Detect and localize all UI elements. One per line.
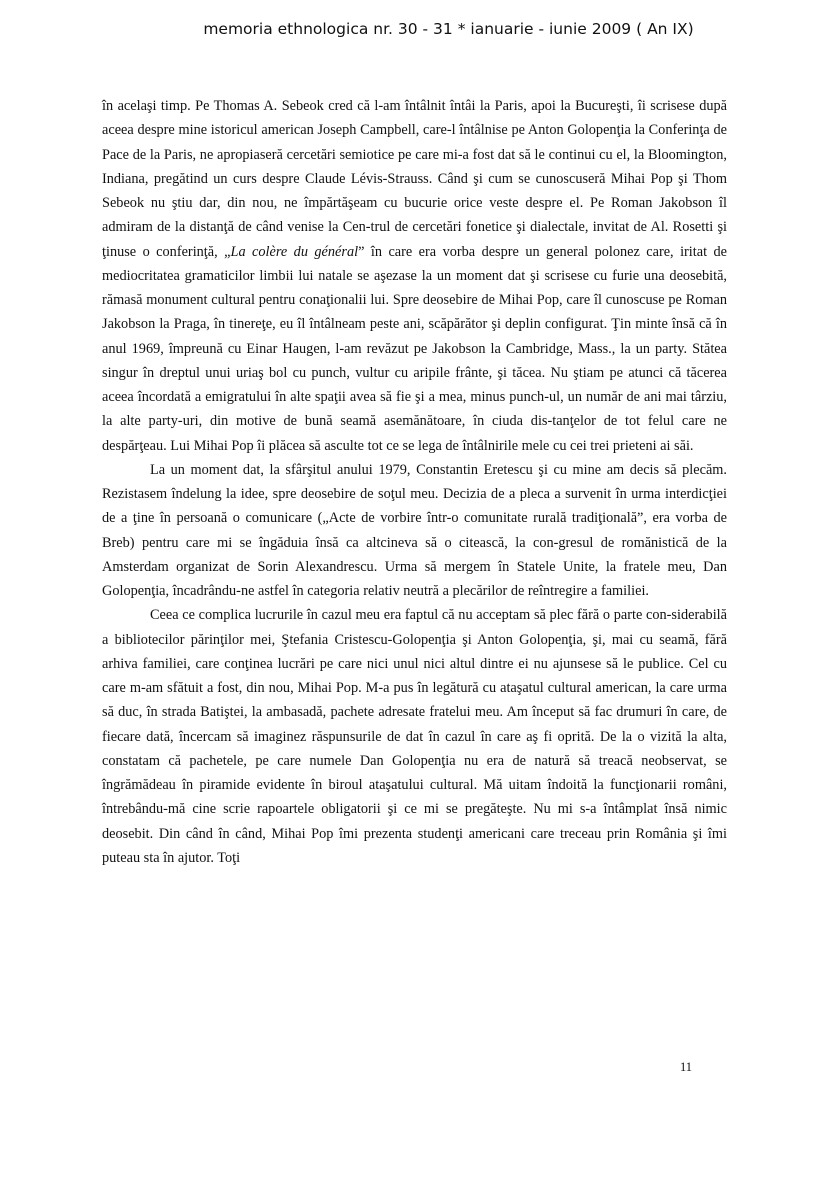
italic-title-la-colere: La colère du général [230, 243, 359, 260]
paragraph-1 [102, 94, 727, 458]
text-segment: Ceea ce complica lucrurile în cazul meu era faptul că nu acceptam să plec fără o parte con-siderabilă a bibliotecilor părinţilor mei, Ştefania Cristescu-Golopenţia şi Anton Golopenţia, şi, mai cu seamă, fără arhiva familiei, care conţinea lucrări pe care nici unul nici altul dintre ei nu ajunsese să le publice. Cel cu care m-am sfătuit a fost, din nou, Mihai Pop. M-a pus în legătură cu ataşatul cultural american, la care urma să duc, în strada Batiştei, la ambasadă, pachete adresate fratelui meu. Am început să fac drumuri în care, de fiecare dată, încercam să imaginez răspunsurile de dat în cazul în care aş fi oprită. De la o vizită la alta, constatam că pachetele, pe care numele Dan Golopenţia nu era de natură să treacă neobservat, se îngrămădeau în piramide evidente în biroul ataşatului cultural. Mă uitam îndoită la funcţionarii români, întrebându-mă cine scrie rapoartele obligatorii şi ce mi se pregăteşte. Nu mi s-a întâmplat însă nimic deosebit. Din când în când, Mihai Pop îmi prezenta studenţi americani care treceau prin România şi îmi puteau sta în ajutor. Toţi [102, 607, 727, 866]
article-body [102, 94, 727, 870]
page-number: 11 [680, 1060, 693, 1074]
running-title: memoria ethnologica nr. 30 - 31 * ianuarie - iunie 2009 ( An IX) [203, 20, 694, 38]
text-segment: ” în care era vorba despre un general polonez care, iritat de mediocritatea gramaticilor limbii lui natale se aşezase la un moment dat şi scrisese cu furie una deosebită, rămasă monument cultural pentru conaţionalii lui. Spre deosebire de Mihai Pop, care îl cunoscuse pe Roman Jakobson la Praga, în tinereţe, eu îl întâlneam peste ani, scăpărător şi deplin configurat. Ţin minte însă că în anul 1969, împreună cu Einar Haugen, l-am revăzut pe Jakobson la Cambridge, Mass., la un party. Stătea singur în dreptul unui uriaş bol cu punch, vultur cu aripile frânte, şi tăcea. Nu ştiam pe atunci că tăcerea aceea încordată a emigratului în alte spaţii avea să fie şi a mea, minus punch-ul, un număr de ani mai târziu, la alte party-uri, din motive de bună seamă asemănătoare, în ciuda dis-tanţelor de tot felul care ne despărţeau. Lui Mihai Pop îi plăcea să asculte tot ce se lega de întâlnirile mele cu cei trei prieteni ai săi. [102, 243, 728, 454]
text-segment: La un moment dat, la sfârşitul anului 1979, Constantin Eretescu şi cu mine am decis să plecăm. Rezistasem îndelung la idee, spre deosebire de soţul meu. Decizia de a pleca a survenit în urma interdicţiei de a ţine în persoană o comunicare („Acte de vorbire într-o comunitate rurală tradiţională”, era vorba de Breb) pentru care mi se îngăduia însă ca altcineva să o citească, la con-gresul de romănistică de la Amsterdam organizat de Sorin Alexandrescu. Urma să mergem în Statele Unite, la fratele meu, Dan Golopenţia, încadrându-ne astfel în categoria relativ neutră a plecărilor de reîntregire a familiei. [102, 461, 727, 599]
paragraph-2 [102, 458, 727, 604]
running-header [0, 20, 835, 38]
paragraph-3 [102, 603, 727, 870]
text-segment: în acelaşi timp. Pe Thomas A. Sebeok cred că l-am întâlnit întâi la Paris, apoi la Bucureşti, îi scrisese după aceea despre mine istoricul american Joseph Campbell, care-l întâlnise pe Anton Golopenţia la Conferinţa de Pace de la Paris, ne apropiaseră cercetări semiotice pe care mi-a fost dat să le continui cu el, la Bloomington, Indiana, pregătind un curs despre Claude Lévis-Strauss. Când şi cum se cunoscuseră Mihai Pop şi Thom Sebeok nu ştiu dar, din nou, ne împărtăşeam cu bucurie orice veste despre el. Pe Roman Jakobson îl admiram de la distanţă de când venise la Cen-trul de cercetări fonetice şi dialectale, invitat de Al. Rosetti şi ţinuse o conferinţă, „ [102, 98, 727, 260]
